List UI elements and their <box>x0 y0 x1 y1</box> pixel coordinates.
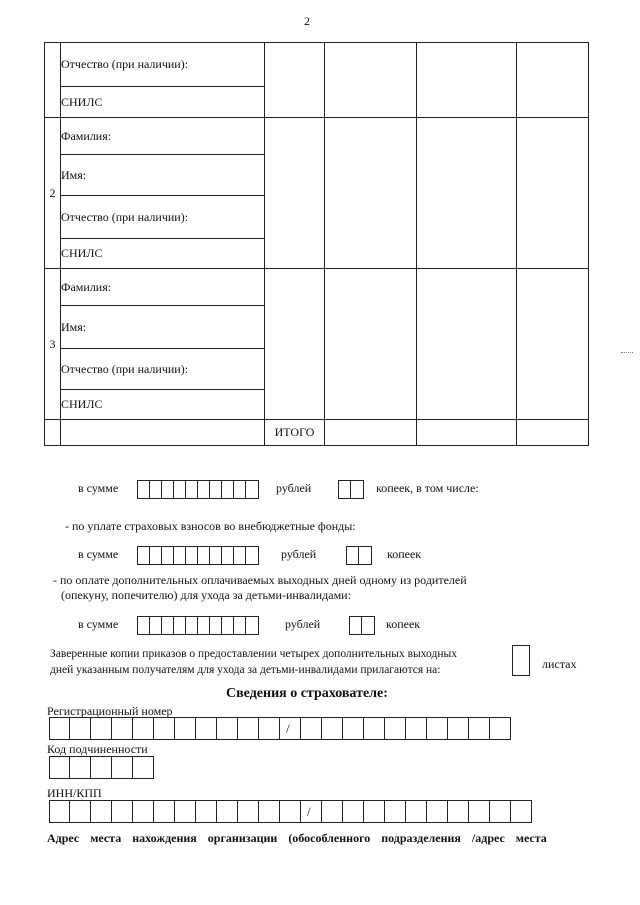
data-cell[interactable] <box>417 269 517 420</box>
patronymic-label: Отчество (при наличии): <box>61 43 265 87</box>
data-cell[interactable] <box>325 118 417 269</box>
surname-label: Фамилия: <box>61 269 265 306</box>
rubles-label: рублей <box>276 481 312 495</box>
sum-prefix: в сумме <box>78 547 119 561</box>
rubles-digit-boxes[interactable] <box>137 480 259 499</box>
inn-kpp-boxes[interactable] <box>49 800 532 823</box>
surname-label: Фамилия: <box>61 118 265 155</box>
name-label: Имя: <box>61 306 265 349</box>
row-number-cell <box>45 43 61 118</box>
rubles-label: рублей <box>281 547 317 561</box>
row-number-cell: 2 <box>45 118 61 269</box>
data-cell[interactable] <box>325 269 417 420</box>
extra-days-kopecks-boxes[interactable] <box>349 616 375 635</box>
data-cell[interactable] <box>417 43 517 118</box>
recipients-table <box>44 42 589 446</box>
subordination-code-boxes[interactable] <box>49 756 154 779</box>
total-cell[interactable] <box>517 420 589 446</box>
data-cell[interactable] <box>417 118 517 269</box>
extra-days-rubles-boxes[interactable] <box>137 616 259 635</box>
total-cell[interactable] <box>325 420 417 446</box>
kopecks-label: копеек <box>386 617 421 631</box>
extra-days-text-line1: - по оплате дополнительных оплачиваемых выходных дней одному из родителей <box>53 573 467 587</box>
data-cell[interactable] <box>517 118 589 269</box>
data-cell[interactable] <box>517 43 589 118</box>
address-text: Адрес места нахождения организации (обособленного подразделения /адрес места <box>47 831 547 845</box>
total-empty-cell <box>61 420 265 446</box>
rubles-label: рублей <box>285 617 321 631</box>
copies-text-line2: дней указанным получателям для ухода за детьми-инвалидами прилагаются на: <box>50 664 441 676</box>
snils-label: СНИЛС <box>61 239 265 269</box>
separator-slash: / <box>286 721 290 736</box>
row-number-cell: 3 <box>45 269 61 420</box>
copies-text-line1: Заверенные копии приказов о предоставлении четырех дополнительных выходных <box>50 648 457 660</box>
data-cell[interactable] <box>265 118 325 269</box>
margin-mark <box>621 352 633 353</box>
snils-label: СНИЛС <box>61 390 265 420</box>
patronymic-label: Отчество (при наличии): <box>61 349 265 390</box>
registration-number-boxes[interactable] <box>49 717 511 740</box>
registration-number-label: Регистрационный номер <box>47 704 173 718</box>
sheets-label: листах <box>542 657 577 671</box>
extra-days-text-line2: (опекуну, попечителю) для ухода за детьми-инвалидами: <box>61 588 351 602</box>
subordination-code-label: Код подчиненности <box>47 742 148 756</box>
insurer-heading: Сведения о страхователе: <box>226 686 388 701</box>
insurance-rubles-boxes[interactable] <box>137 546 259 565</box>
kopecks-label: копеек <box>387 547 422 561</box>
data-cell[interactable] <box>517 269 589 420</box>
kopecks-total-label: копеек, в том числе: <box>376 481 479 495</box>
snils-label: СНИЛС <box>61 87 265 118</box>
total-label: ИТОГО <box>265 420 325 446</box>
insurance-contributions-text: - по уплате страховых взносов во внебюджетные фонды: <box>65 519 356 533</box>
insurance-kopecks-boxes[interactable] <box>346 546 372 565</box>
inn-kpp-label: ИНН/КПП <box>47 786 102 800</box>
data-cell[interactable] <box>265 269 325 420</box>
data-cell[interactable] <box>325 43 417 118</box>
sum-prefix: в сумме <box>78 617 119 631</box>
separator-slash: / <box>307 804 311 819</box>
total-num-cell <box>45 420 61 446</box>
patronymic-label: Отчество (при наличии): <box>61 196 265 239</box>
data-cell[interactable] <box>265 43 325 118</box>
kopecks-digit-boxes[interactable] <box>338 480 364 499</box>
sum-prefix: в сумме <box>78 481 119 495</box>
sheets-count-box[interactable] <box>512 645 530 676</box>
page-number: 2 <box>304 14 310 28</box>
total-cell[interactable] <box>417 420 517 446</box>
name-label: Имя: <box>61 155 265 196</box>
